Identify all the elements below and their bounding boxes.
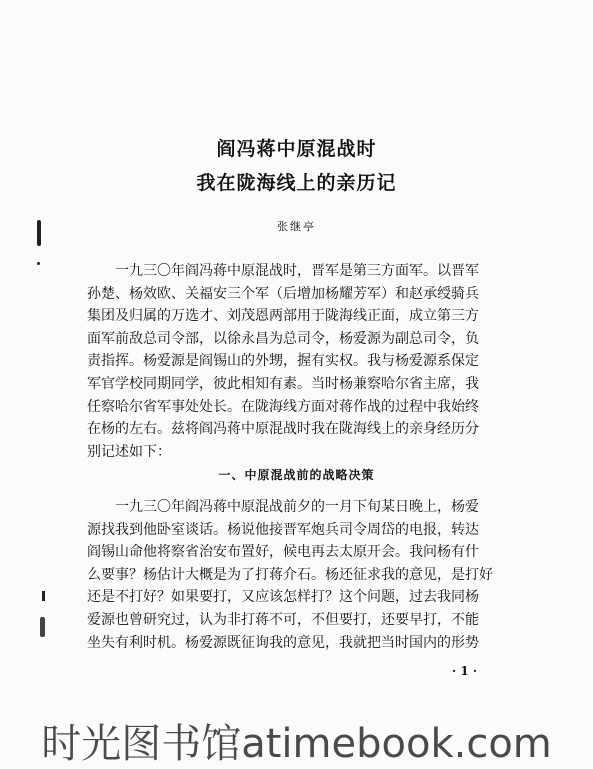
paragraph-line: 源找我到他卧室谈话。杨说他接晋军炮兵司令周岱的电报，转达 bbox=[87, 521, 479, 538]
author-name: 张继亭 bbox=[277, 220, 316, 233]
paragraph-line: 还是不打好？如果要打，又应该怎样打？这个问题，过去我同杨 bbox=[87, 589, 479, 606]
paragraph-line: 任察哈尔省军事处处长。在陇海线方面对蒋作战的过程中我始终 bbox=[87, 398, 479, 415]
paragraph-line: 一九三〇年阎冯蒋中原混战时，晋军是第三方面军。以晋军 bbox=[115, 263, 479, 279]
section-heading: 一、中原混战前的战略决策 bbox=[218, 468, 375, 482]
page-number: · 1 · bbox=[452, 664, 478, 678]
paragraph-line: 孙楚、杨效欧、关福安三个军（后增加杨耀芳军）和赵承绶骑兵 bbox=[87, 285, 479, 302]
margin-ink-mark bbox=[42, 591, 45, 601]
paragraph-line: 在杨的左右。兹将阎冯蒋中原混战时我在陇海线上的亲身经历分 bbox=[87, 421, 479, 438]
margin-ink-dot bbox=[37, 262, 40, 265]
page-title-line-1: 阎冯蒋中原混战时 bbox=[216, 138, 377, 160]
paragraph-line: 阎锡山命他将察省治安布置好，候电再去太原开会。我问杨有什 bbox=[87, 544, 479, 561]
paragraph-line: 一九三〇年阎冯蒋中原混战前夕的一月下旬某日晚上，杨爱 bbox=[115, 499, 479, 515]
paragraph-line: 军官学校同期同学，彼此相知有素。当时杨兼察哈尔省主席，我 bbox=[87, 375, 479, 392]
intro-paragraph bbox=[87, 260, 523, 463]
paragraph-line: 别记述如下： bbox=[87, 443, 171, 460]
paragraph-line: 集团及归属的万选才、刘茂恩两部用于陇海线正面，成立第三方 bbox=[87, 308, 479, 325]
paragraph-line: 坐失有利时机。杨爱源既征询我的意见，我就把当时国内的形势 bbox=[87, 634, 479, 651]
page-title-line-2: 我在陇海线上的亲历记 bbox=[196, 172, 397, 194]
paragraph-line: 面军前敌总司令部，以徐永昌为总司令，杨爱源为副总司令，负 bbox=[87, 330, 479, 347]
watermark-text: 时光图书馆atimebook.com bbox=[41, 721, 552, 767]
margin-ink-mark bbox=[40, 617, 45, 637]
paragraph-line: 么要事？杨估计大概是为了打蒋介石。杨还征求我的意见，是打好 bbox=[87, 566, 493, 583]
paragraph-line: 责指挥。杨爱源是阎锡山的外甥，握有实权。我与杨爱源系保定 bbox=[87, 353, 479, 370]
paragraph-line: 爱源也曾研究过，认为非打蒋不可，不但要打，还要早打，不能 bbox=[87, 611, 479, 628]
section-paragraph bbox=[87, 496, 523, 654]
